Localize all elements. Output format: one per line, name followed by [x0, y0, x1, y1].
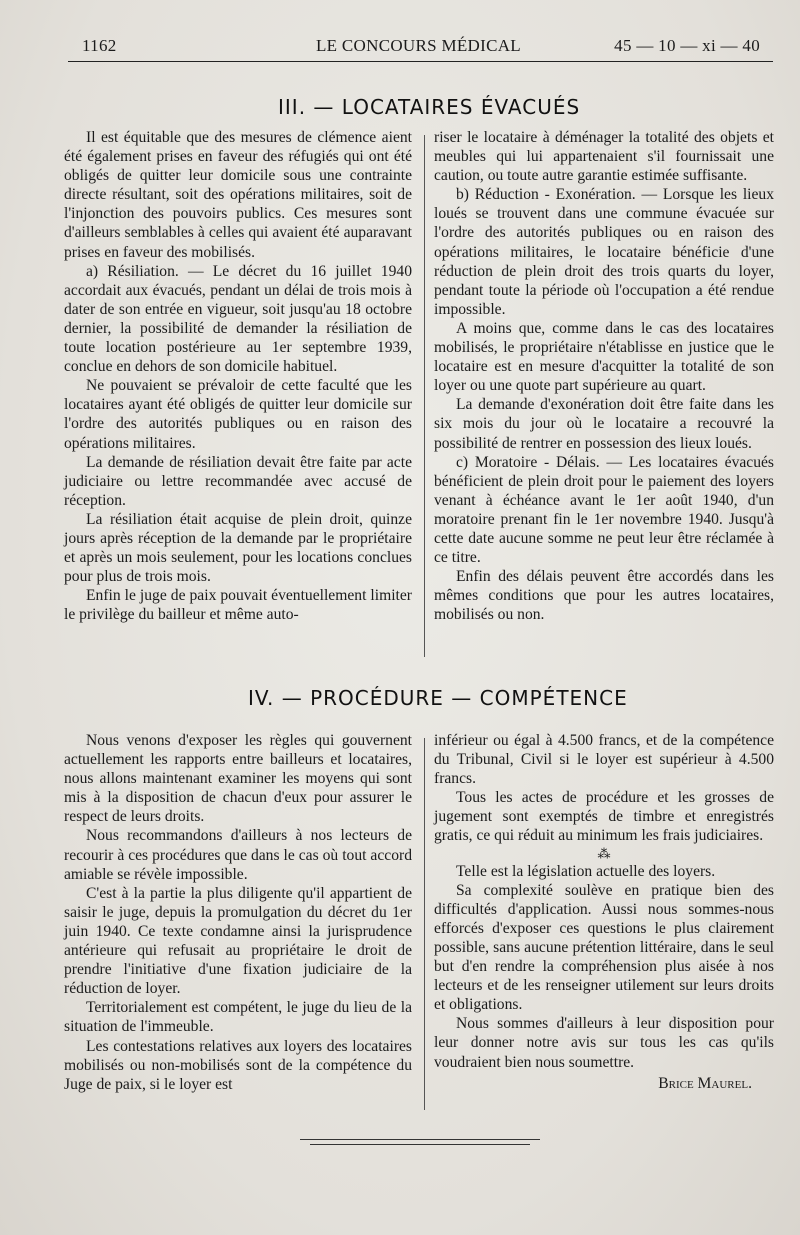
paragraph: Territorialement est compétent, le juge du lieu de la situation de l'immeuble. — [64, 999, 412, 1036]
paragraph: Tous les actes de procédure et les grosses de jugement sont exemptés de timbre et enregistrés gratis, ce qui réduit au minimum les frais judiciaires. — [434, 789, 774, 845]
paragraph: Nous recommandons d'ailleurs à nos lecteurs de recourir à ces procédures que dans le cas où tout accord amiable se révèle impossible. — [64, 827, 412, 883]
author-signature: Brice Maurel. — [658, 1074, 752, 1092]
section-3-left-column — [64, 128, 412, 624]
column-divider — [424, 135, 425, 657]
paragraph: C'est à la partie la plus diligente qu'il appartient de saisir le juge, depuis la promulgation du décret du 1er juin 1940. Ce texte condamne ainsi la jurisprudence antérieure qui refusait au propriétaire le droit de prendre l'initiative d'une fixation judiciaire de la réduction de loyer. — [64, 884, 412, 998]
paragraph: Enfin des délais peuvent être accordés dans les mêmes conditions que pour les autres locataires, mobilisés ou non. — [434, 568, 774, 624]
paragraph: La demande d'exonération doit être faite dans les six mois du jour où le locataire a recouvré la possibilité de rentrer en possession des lieux loués. — [434, 396, 774, 452]
journal-title: LE CONCOURS MÉDICAL — [316, 36, 521, 55]
paragraph: Telle est la législation actuelle des loyers. — [456, 862, 716, 880]
section-4-title: IV. — PROCÉDURE — COMPÉTENCE — [248, 686, 628, 710]
paragraph: inférieur ou égal à 4.500 francs, et de la compétence du Tribunal, Civil si le loyer est supérieur à 4.500 francs. — [434, 732, 774, 788]
header-rule — [68, 61, 773, 62]
paragraph: a) Résiliation. — Le décret du 16 juillet 1940 accordait aux évacués, pendant un délai de trois mois à dater de son entrée en vigueur, soit jusqu'au 18 octobre dernier, la possibilité de demander la résiliation de toute location postérieure au 1er septembre 1939, conclue en dehors de son domicile habituel. — [64, 262, 412, 376]
asterism: ⁂ — [597, 845, 611, 861]
paragraph: A moins que, comme dans le cas des locataires mobilisés, le propriétaire n'établisse en justice que le locataire est en mesure d'acquitter la totalité de son loyer ou une quote part supérieure au quart. — [434, 319, 774, 395]
paragraph: Ne pouvaient se prévaloir de cette faculté que les locataires ayant été obligés de quitter leur domicile sur l'ordre des autorités publiques ou en raison des opérations militaires. — [64, 377, 412, 452]
section-4-left-column — [64, 731, 412, 1094]
page-number: 1162 — [82, 36, 117, 55]
closing-rule — [300, 1139, 540, 1140]
paragraph: riser le locataire à déménager la totalité des objets et meubles qui lui appartenaient s'il fournissait une caution, ou toute autre garantie estimée suffisante. — [434, 129, 774, 185]
paragraph: Il est équitable que des mesures de clémence aient été également prises en faveur des réfugiés qui ont été obligés de quitter leur domicile sous une contrainte directe résultant, soit des opérations militaires, soit de l'injonction des pouvoirs publics. Ces mesures sont d'ailleurs semblables à celles qui avaient été auparavant prises en faveur des mobilisés. — [64, 129, 412, 261]
section-3-right-column — [434, 128, 774, 624]
section-3-title: III. — LOCATAIRES ÉVACUÉS — [278, 95, 581, 119]
paragraph: La résiliation était acquise de plein droit, quinze jours après réception de la demande par le propriétaire et après un mois seulement, pour les locations conclues pour plus de trois mois. — [64, 510, 412, 586]
column-divider — [424, 738, 425, 1110]
issue-date: 45 — 10 — xi — 40 — [614, 36, 760, 55]
paragraph: b) Réduction - Exonération. — Lorsque les lieux loués se trouvent dans une commune évacuée sur l'ordre des autorités publiques ou en raison des opérations militaires, le locataire bénéficie d'une réduction de plein droit des trois quarts du loyer, pendant toute la période où l'occupation a été rendue impossible. — [434, 186, 774, 318]
paragraph: c) Moratoire - Délais. — Les locataires évacués bénéficient de plein droit pour le paiement des loyers venant à échéance avant le 1er août 1940, d'un moratoire prenant fin le 1er novembre 1940. Jusqu'à cette date aucune somme ne peut leur être réclamée à ce titre. — [434, 453, 774, 567]
paragraph: Les contestations relatives aux loyers des locataires mobilisés ou non-mobilisés sont de la compétence du Juge de paix, si le loyer est — [64, 1037, 412, 1093]
paragraph: Nous venons d'exposer les règles qui gouvernent actuellement les rapports entre bailleurs et locataires, nous allons maintenant examiner les moyens qui sont mis à la disposition de chacun d'eux pour assurer le respect de leurs droits. — [64, 732, 412, 826]
running-header — [68, 36, 768, 62]
paragraph: Nous sommes d'ailleurs à leur disposition pour leur donner notre avis sur tous les cas qu'ils voudraient bien nous soumettre. — [434, 1015, 774, 1071]
paragraph: Sa complexité soulève en pratique bien des difficultés d'application. Aussi nous sommes-nous efforcés d'exposer ces questions le plus clairement possible, sans aucune prétention littéraire, dans le seul but d'en rendre la compréhension plus aisée à nos lecteurs et de les renseigner utilement sur leurs droits et obligations. — [434, 881, 774, 1014]
section-4-right-column — [434, 731, 774, 1093]
closing-rule — [310, 1144, 530, 1145]
paragraph: La demande de résiliation devait être faite par acte judiciaire ou lettre recommandée avec accusé de réception. — [64, 453, 412, 509]
paragraph: Enfin le juge de paix pouvait éventuellement limiter le privilège du bailleur et même auto- — [64, 587, 412, 624]
